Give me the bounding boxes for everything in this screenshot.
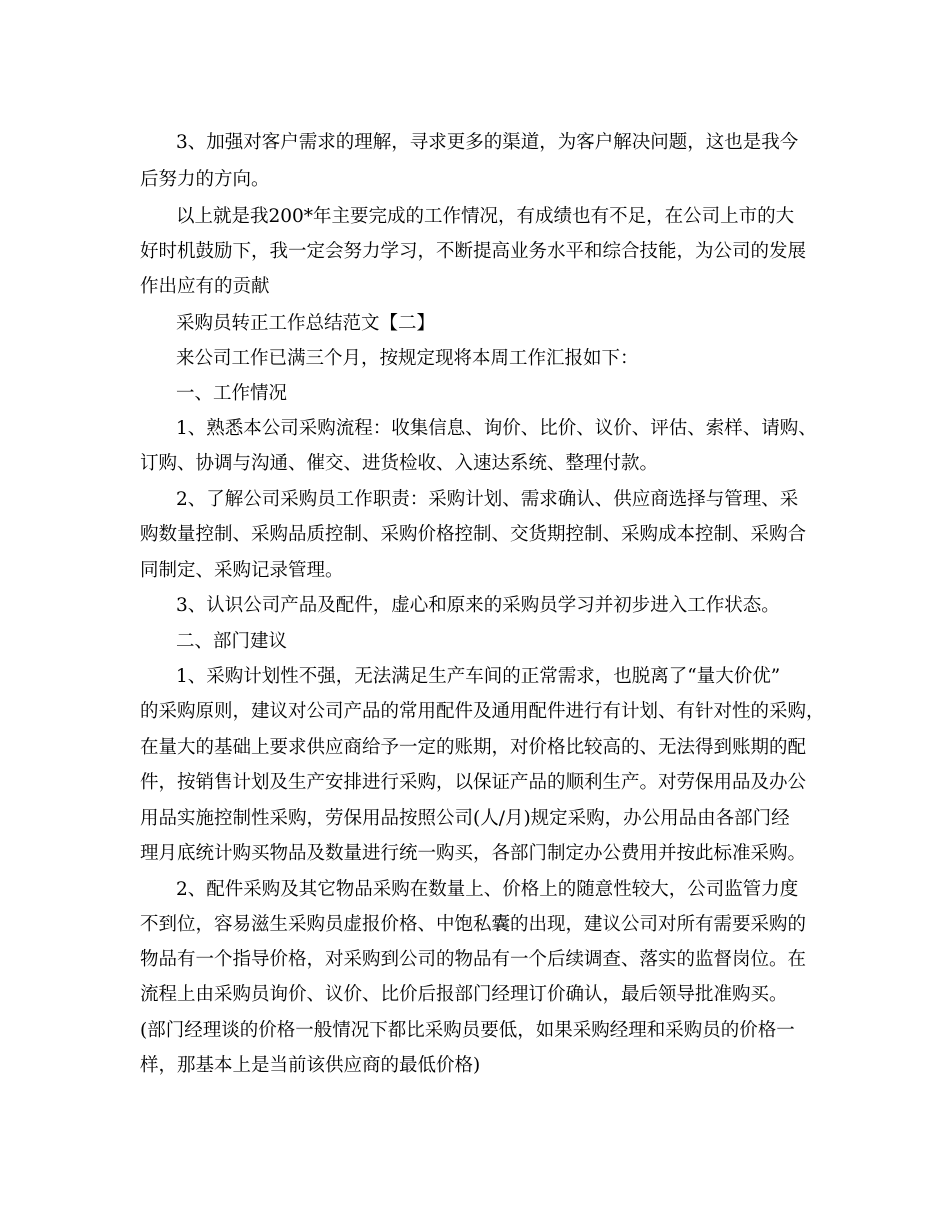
- paragraph-line: 1、采购计划性不强，无法满足生产车间的正常需求，也脱离了“量大价优”: [176, 666, 781, 687]
- paragraph-line: 同制定、采购记录管理。: [140, 560, 344, 581]
- paragraph-line: 1、熟悉本公司采购流程：收集信息、询价、比价、议价、评估、索样、请购、: [176, 418, 817, 439]
- paragraph-line: 3、加强对客户需求的理解，寻求更多的渠道，为客户解决问题，这也是我今: [176, 132, 799, 153]
- paragraph-line: 作出应有的贡献: [140, 276, 270, 297]
- section-heading: 采购员转正工作总结范文【二】: [176, 313, 436, 334]
- paragraph-line: 购数量控制、采购品质控制、采购价格控制、交货期控制、采购成本控制、采购合: [140, 524, 807, 545]
- paragraph-line: (部门经理谈的价格一般情况下都比采购员要低，如果采购经理和采购员的价格一: [140, 1020, 795, 1041]
- paragraph-line: 理月底统计购买物品及数量进行统一购买，各部门制定办公费用并按此标准采购。: [140, 843, 807, 864]
- paragraph-line: 3、认识公司产品及配件，虚心和原来的采购员学习并初步进入工作状态。: [176, 595, 780, 616]
- paragraph-line: 的采购原则，建议对公司产品的常用配件及通用配件进行有计划、有针对性的采购，: [140, 701, 825, 722]
- paragraph-line: 流程上由采购员询价、议价、比价后报部门经理订价确认，最后领导批准购买。: [140, 984, 788, 1005]
- paragraph-line: 2、配件采购及其它物品采购在数量上、价格上的随意性较大，公司监管力度: [176, 879, 799, 900]
- paragraph-line: 以上就是我200*年主要完成的工作情况，有成绩也有不足，在公司上市的大: [176, 206, 795, 227]
- paragraph-line: 订购、协调与沟通、催交、进货检收、入速达系统、整理付款。: [140, 453, 659, 474]
- paragraph-line: 物品有一个指导价格，对采购到公司的物品有一个后续调查、落实的监督岗位。在: [140, 949, 807, 970]
- section-heading: 二、部门建议: [176, 631, 288, 652]
- section-heading: 一、工作情况: [176, 383, 288, 404]
- paragraph-line: 件，按销售计划及生产安排进行采购，以保证产品的顺利生产。对劳保用品及办公: [140, 772, 807, 793]
- paragraph-line: 在量大的基础上要求供应商给予一定的账期，对价格比较高的、无法得到账期的配: [140, 737, 807, 758]
- paragraph-line: 样，那基本上是当前该供应商的最低价格): [140, 1055, 481, 1076]
- paragraph-line: 2、了解公司采购员工作职责：采购计划、需求确认、供应商选择与管理、采: [176, 489, 799, 510]
- paragraph-line: 不到位，容易滋生采购员虚报价格、中饱私囊的出现，建议公司对所有需要采购的: [140, 914, 807, 935]
- paragraph-line: 来公司工作已满三个月，按规定现将本周工作汇报如下：: [176, 348, 639, 369]
- paragraph-line: 好时机鼓励下，我一定会努力学习，不断提高业务水平和综合技能，为公司的发展: [140, 241, 807, 262]
- paragraph-line: 用品实施控制性采购，劳保用品按照公司(人/月)规定采购，办公用品由各部门经: [140, 808, 790, 829]
- paragraph-line: 后努力的方向。: [140, 169, 270, 190]
